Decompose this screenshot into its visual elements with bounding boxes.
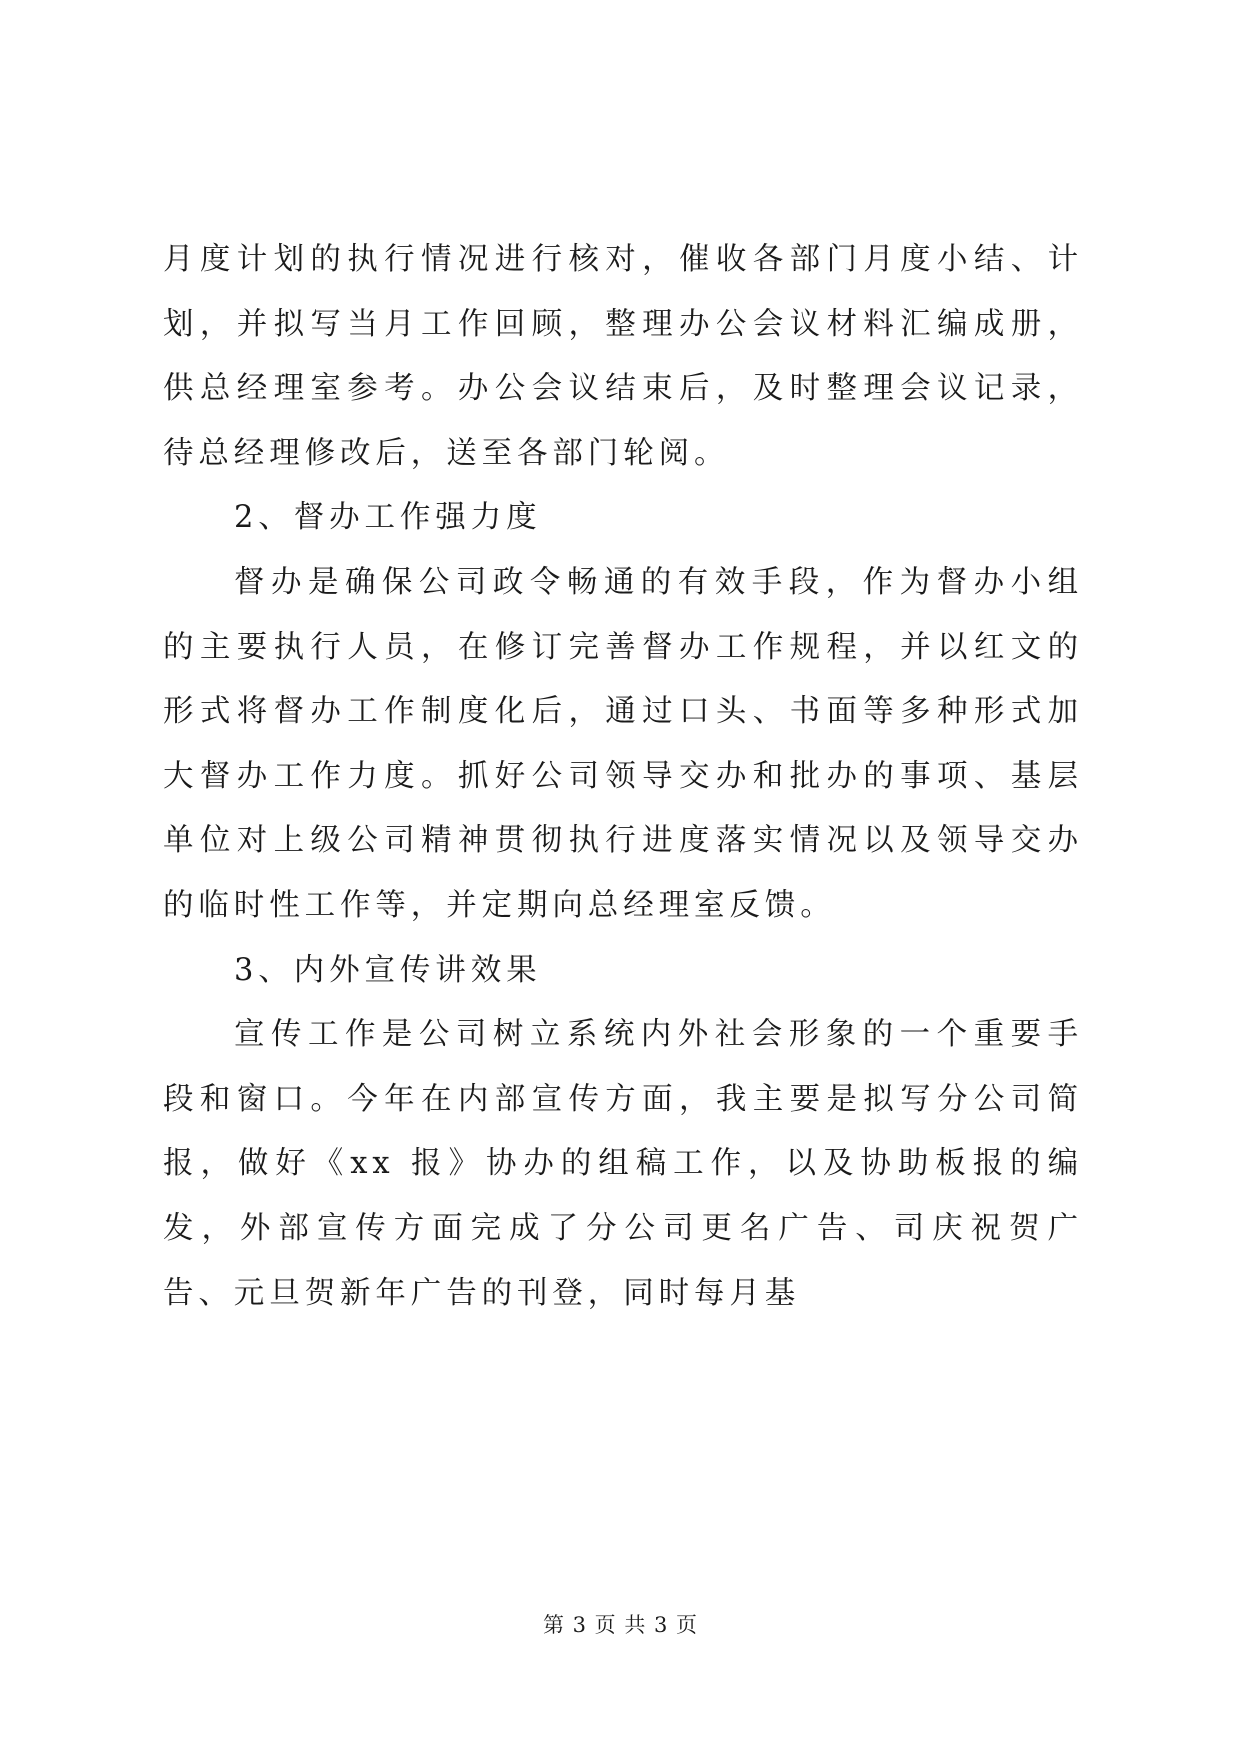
section-heading-supervision: 2、督办工作强力度 <box>234 500 542 536</box>
document-body <box>163 228 1083 1326</box>
paragraph-supervision: 督办是确保公司政令畅通的有效手段，作为督办小组的主要执行人员，在修订完善督办工作规程，并以红文的形式将督办工作制度化后，通过口头、书面等多种形式加大督办工作力度。抓好公司领导交办和批办的事项、基层单位对上级公司精神贯彻执行进度落实情况以及领导交办的临时性工作等，并定期向总经理室反馈。 <box>163 564 1083 923</box>
section-heading-publicity: 3、内外宣传讲效果 <box>234 952 542 988</box>
paragraph-publicity: 宣传工作是公司树立系统内外社会形象的一个重要手段和窗口。今年在内部宣传方面，我主要是拟写分公司简报，做好《xx 报》协办的组稿工作，以及协助板报的编发，外部宣传方面完成了分公司更名广告、司庆祝贺广告、元旦贺新年广告的刊登，同时每月基 <box>163 1017 1083 1311</box>
page-number-footer: 第 3 页 共 3 页 <box>542 1613 699 1637</box>
paragraph-monthly-plan: 月度计划的执行情况进行核对，催收各部门月度小结、计划，并拟写当月工作回顾，整理办公会议材料汇编成册，供总经理室参考。办公会议结束后，及时整理会议记录，待总经理修改后，送至各部门轮阅。 <box>163 242 1083 471</box>
